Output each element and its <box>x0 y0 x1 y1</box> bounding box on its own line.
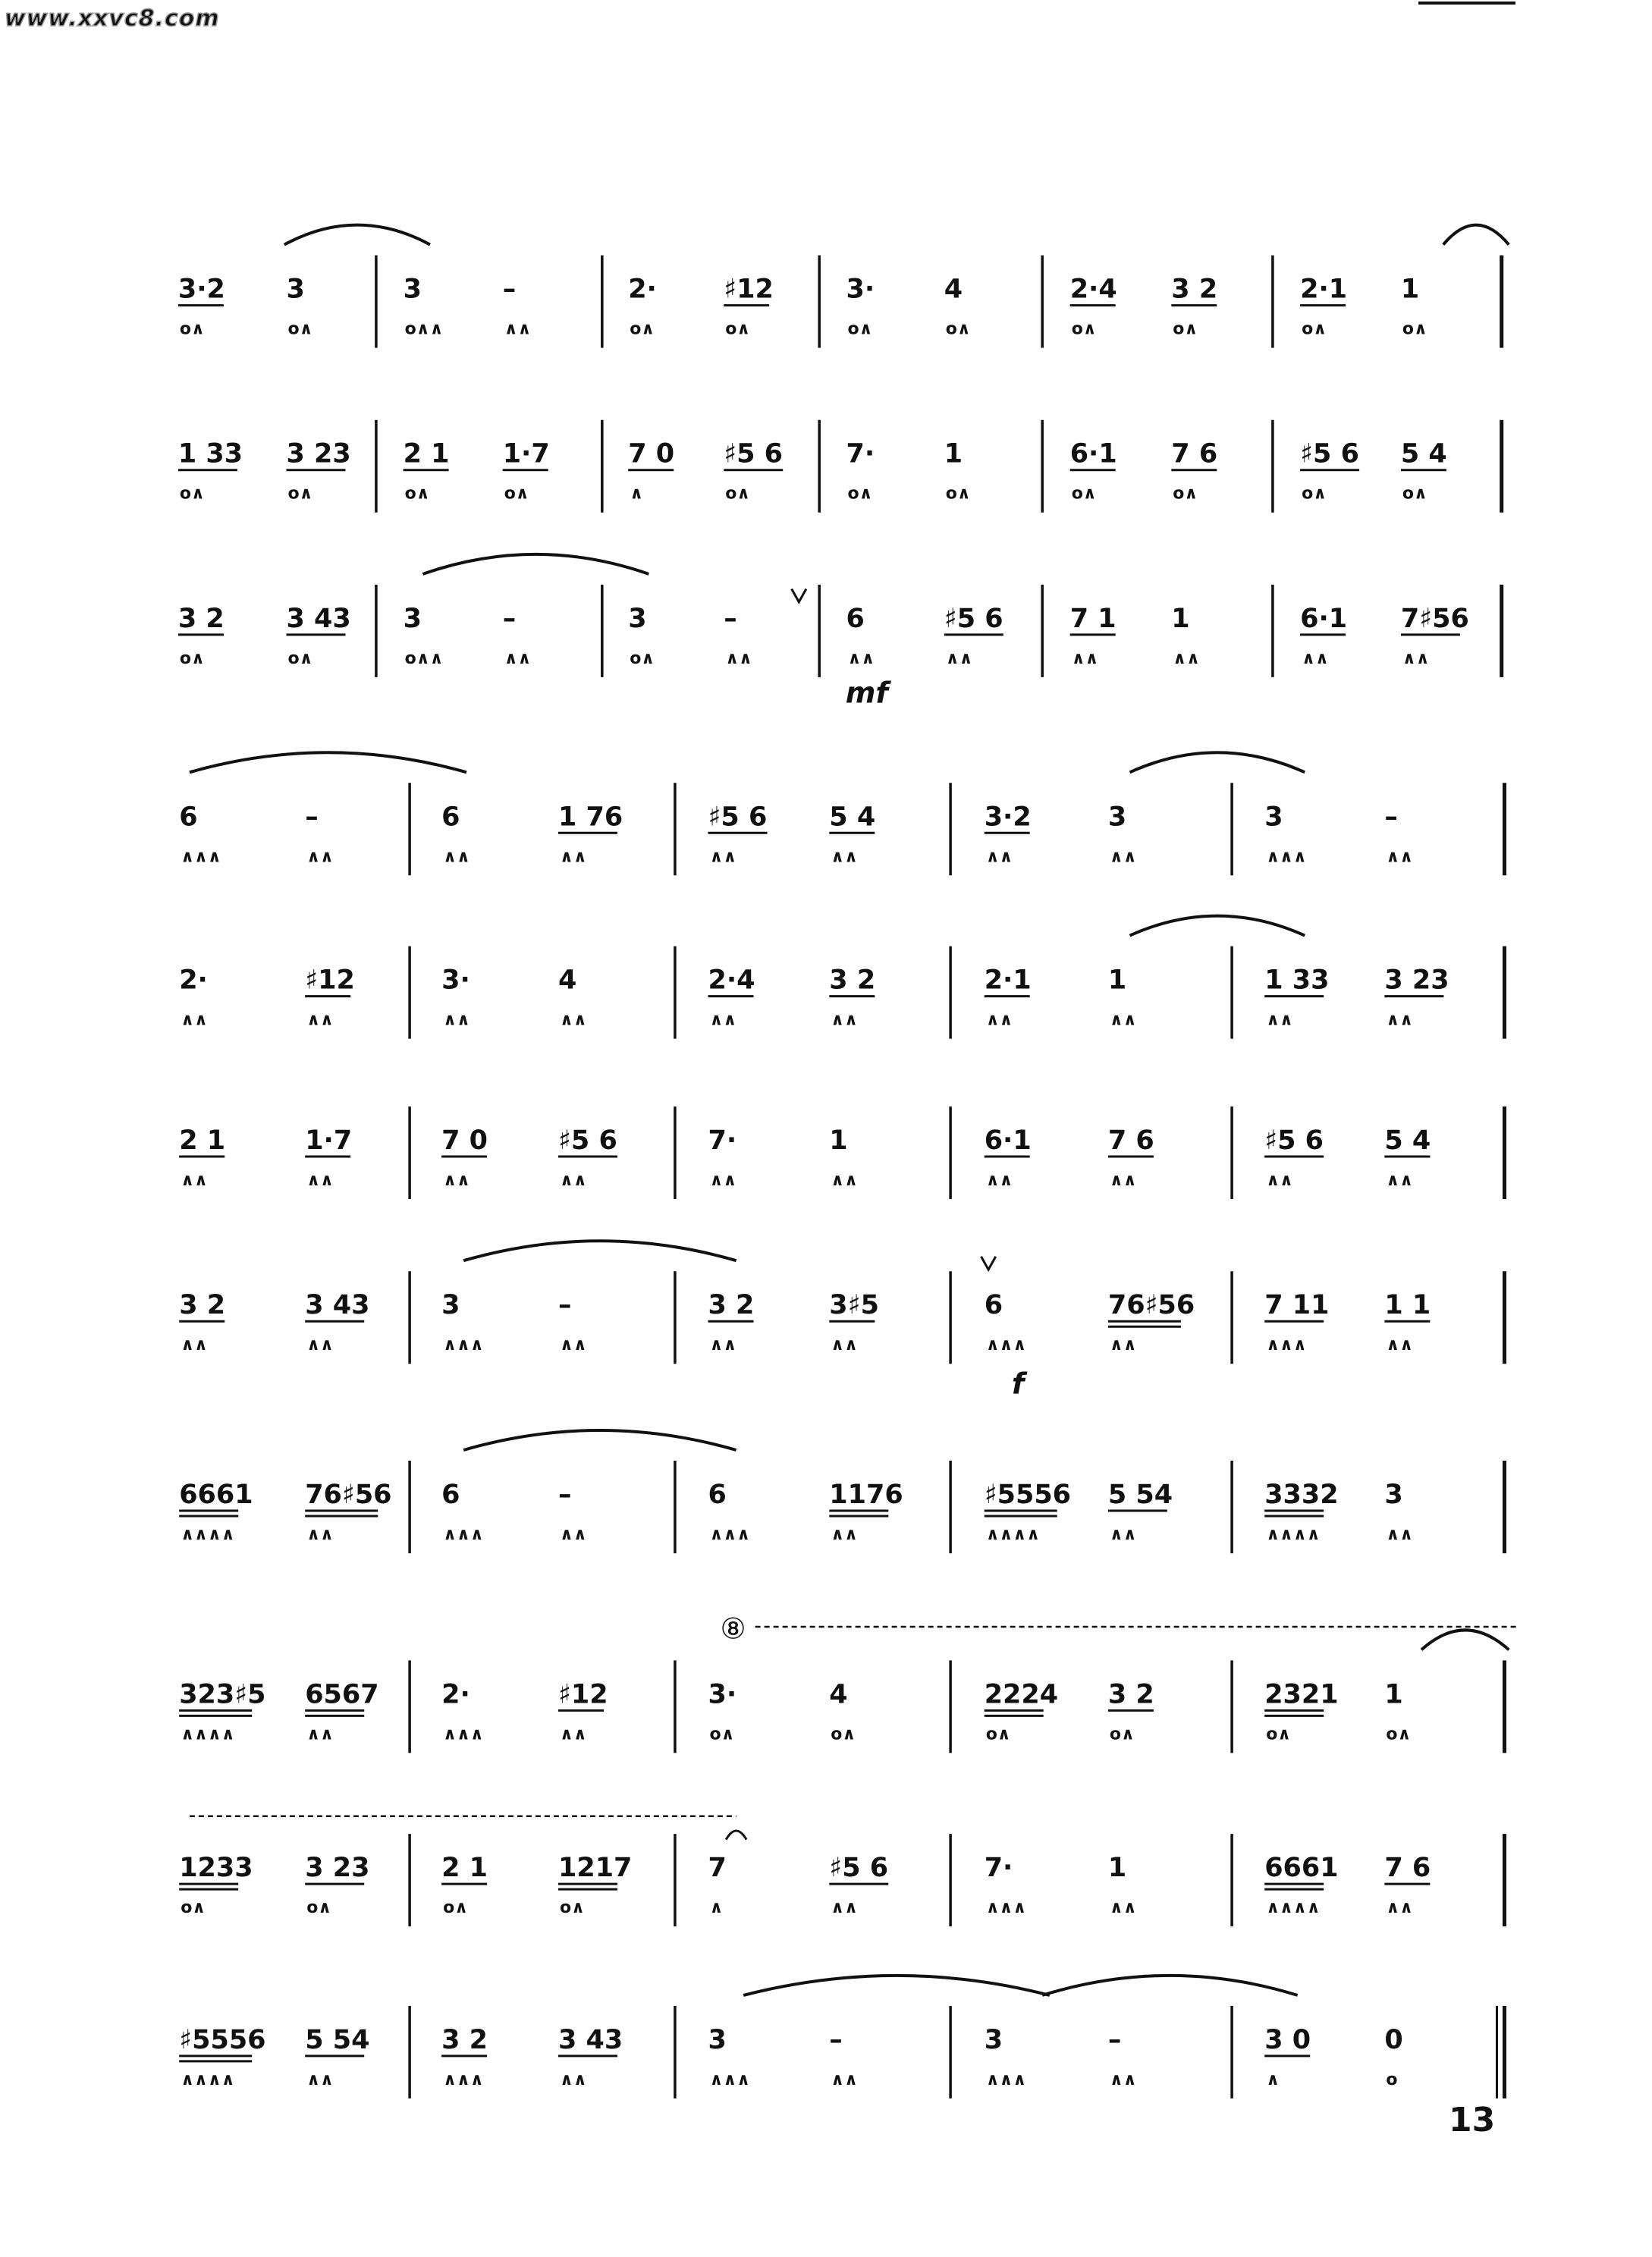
note-group: 2· <box>179 965 208 996</box>
bowing-mark: ∧∧ <box>1109 1336 1137 1355</box>
note-group: 3 43 <box>286 603 351 634</box>
bowing-mark: ∧∧ <box>306 1171 334 1190</box>
bowing-mark: o∧ <box>1173 484 1198 504</box>
note-group: 3 <box>628 603 647 634</box>
note-group: 2 1 <box>179 1125 226 1156</box>
bowing-mark: o∧ <box>1386 1725 1412 1744</box>
bowing-mark: ∧∧ <box>1109 1898 1137 1918</box>
bowing-mark: ∧ <box>709 1898 724 1918</box>
note-group: 76♯56 <box>305 1480 392 1510</box>
bowing-mark: ∧∧∧∧ <box>181 1725 235 1744</box>
bowing-mark: o∧ <box>985 1725 1011 1744</box>
bowing-mark: o∧ <box>725 319 751 339</box>
note-group: 3 2 <box>179 1290 226 1321</box>
note-group: 6567 <box>305 1679 379 1710</box>
note-group: – <box>1384 802 1398 833</box>
bowing-mark: ∧∧∧ <box>1266 847 1307 867</box>
note-group: – <box>829 2024 843 2055</box>
note-group: ♯5 6 <box>829 1853 889 1884</box>
note-group: 3 23 <box>286 438 351 469</box>
note-group: 6 <box>846 603 865 634</box>
note-group: 5 4 <box>1384 1125 1431 1156</box>
bowing-mark: ∧∧∧ <box>443 1336 484 1355</box>
note-group: 6 <box>984 1290 1003 1321</box>
note-group: – <box>502 603 517 634</box>
bowing-mark: o∧ <box>179 648 205 668</box>
note-group: ♯12 <box>724 274 774 305</box>
note-group: 3 <box>1107 802 1127 833</box>
note-group: 1 <box>1107 965 1127 996</box>
bowing-mark: ∧∧ <box>831 1171 859 1190</box>
note-group: 3 43 <box>305 1290 370 1321</box>
bowing-mark: ∧∧∧∧ <box>1266 1898 1321 1918</box>
note-group: ♯5 6 <box>944 603 1003 634</box>
bowing-mark: ∧∧ <box>306 1336 334 1355</box>
note-group: – <box>558 1290 572 1321</box>
note-group: ♯5 6 <box>1300 438 1359 469</box>
note-group: 1 <box>1384 1679 1403 1710</box>
note-group: 3 2 <box>829 965 876 996</box>
note-group: 3·2 <box>984 802 1032 833</box>
bowing-mark: ∧∧ <box>1109 1171 1137 1190</box>
bowing-mark: ∧∧ <box>831 2070 859 2089</box>
bowing-mark: o∧ <box>709 1725 735 1744</box>
bowing-mark: ∧∧∧ <box>709 1525 751 1544</box>
note-group: 1 1 <box>1384 1290 1431 1321</box>
note-group: 3· <box>708 1679 737 1710</box>
note-group: 6·1 <box>984 1125 1032 1156</box>
note-group: 3 <box>286 274 305 305</box>
note-group: 6·1 <box>1300 603 1348 634</box>
note-group: – <box>1107 2024 1122 2055</box>
note-group: 7 <box>708 1853 727 1884</box>
note-group: ♯5 6 <box>724 438 784 469</box>
bowing-mark: o∧ <box>179 319 205 339</box>
bowing-mark: o∧ <box>630 319 655 339</box>
bowing-mark: o∧ <box>847 319 873 339</box>
bowing-mark: ∧∧∧∧ <box>181 1525 235 1544</box>
bowing-mark: o∧ <box>287 484 313 504</box>
bowing-mark: ∧∧ <box>709 1336 737 1355</box>
note-group: 6 <box>441 1480 460 1510</box>
note-group: 5 4 <box>1400 438 1447 469</box>
bowing-mark: ∧∧ <box>1386 1171 1414 1190</box>
note-group: ♯5 6 <box>708 802 768 833</box>
note-group: 3 23 <box>305 1853 370 1884</box>
bowing-mark: ∧∧ <box>985 1171 1013 1190</box>
note-group: 7· <box>708 1125 737 1156</box>
bowing-mark: ∧∧ <box>1266 1010 1293 1030</box>
note-group: 1 <box>1107 1853 1127 1884</box>
note-group: 1 76 <box>558 802 623 833</box>
note-group: 3 <box>441 1290 460 1321</box>
bowing-mark: ∧∧ <box>306 1725 334 1744</box>
note-group: 2·1 <box>1300 274 1348 305</box>
bowing-mark: o∧ <box>1302 319 1327 339</box>
bowing-mark: ∧∧ <box>1266 1171 1293 1190</box>
note-group: – <box>502 274 517 305</box>
note-group: 2·4 <box>1069 274 1117 305</box>
note-group: 2· <box>441 1679 470 1710</box>
note-group: 5 54 <box>1107 1480 1173 1510</box>
bowing-mark: o∧ <box>831 1725 856 1744</box>
bowing-mark: o∧ <box>504 484 529 504</box>
bowing-mark: ∧∧∧ <box>985 1898 1027 1918</box>
watermark-text: www.xxvc8.com <box>5 5 220 32</box>
note-group: ♯12 <box>305 965 355 996</box>
bowing-mark: ∧∧ <box>306 1010 334 1030</box>
note-group: 76♯56 <box>1107 1290 1195 1321</box>
bowing-mark: o∧ <box>1173 319 1198 339</box>
bowing-mark: ∧∧ <box>831 1010 859 1030</box>
bowing-mark: ∧∧ <box>560 1010 587 1030</box>
bowing-mark: ∧∧ <box>1386 1525 1414 1544</box>
note-group: ♯5 6 <box>558 1125 617 1156</box>
bowing-mark: ∧∧∧ <box>985 2070 1027 2089</box>
bowing-mark: ∧∧ <box>560 1725 587 1744</box>
page-number: 13 <box>1449 2101 1496 2139</box>
bowing-mark: ∧∧∧ <box>709 2070 751 2089</box>
bowing-mark: ∧∧∧∧ <box>1266 1525 1321 1544</box>
note-group: 3 <box>708 2024 727 2055</box>
note-group: 3 <box>403 603 422 634</box>
bowing-mark: ∧∧ <box>847 648 875 668</box>
note-group: 3· <box>441 965 470 996</box>
bowing-mark: ∧∧ <box>306 2070 334 2089</box>
note-group: 3 2 <box>1107 1679 1154 1710</box>
note-group: 7 6 <box>1171 438 1218 469</box>
note-group: – <box>305 802 319 833</box>
bowing-mark: o∧ <box>1402 319 1427 339</box>
bowing-mark: ∧ <box>1266 2070 1280 2089</box>
bowing-mark: ∧∧ <box>560 2070 587 2089</box>
bowing-mark: o∧ <box>1071 484 1097 504</box>
note-group: ♯5556 <box>984 1480 1072 1510</box>
bowing-mark: ∧∧∧∧ <box>181 2070 235 2089</box>
note-group: 2 1 <box>403 438 450 469</box>
note-group: 1 <box>1171 603 1190 634</box>
bowing-mark: o∧ <box>945 484 971 504</box>
dynamic-marking: mf <box>845 676 888 710</box>
note-group: 6 <box>708 1480 727 1510</box>
bowing-mark: ∧∧ <box>560 1171 587 1190</box>
bowing-mark: ∧∧ <box>443 847 470 867</box>
bowing-mark: o∧ <box>1109 1725 1135 1744</box>
bowing-mark: ∧∧ <box>560 1525 587 1544</box>
note-group: 3 2 <box>441 2024 488 2055</box>
bowing-mark: ∧∧ <box>831 847 859 867</box>
note-group: 1233 <box>179 1853 253 1884</box>
note-group: 7· <box>984 1853 1013 1884</box>
note-group: 3 23 <box>1384 965 1449 996</box>
bowing-mark: ∧∧ <box>1071 648 1099 668</box>
bowing-mark: ∧∧ <box>181 1171 208 1190</box>
bowing-mark: o∧ <box>630 648 655 668</box>
bowing-mark: ∧∧∧∧ <box>985 1525 1041 1544</box>
bowing-mark: o∧ <box>1402 484 1427 504</box>
note-group: 3·2 <box>177 274 225 305</box>
note-group: 1·7 <box>305 1125 353 1156</box>
note-group: 6661 <box>179 1480 253 1510</box>
note-group: 7 1 <box>1069 603 1117 634</box>
note-group: 3· <box>846 274 875 305</box>
bowing-mark: o∧ <box>1071 319 1097 339</box>
bowing-mark: ∧∧ <box>709 1010 737 1030</box>
note-group: 6·1 <box>1069 438 1117 469</box>
bowing-mark: ∧∧ <box>1386 1010 1414 1030</box>
bowing-mark: o∧ <box>945 319 971 339</box>
bowing-mark: ∧∧ <box>443 1171 470 1190</box>
bowing-mark: ∧∧ <box>985 1010 1013 1030</box>
note-group: 3 2 <box>177 603 225 634</box>
note-group: 1 <box>944 438 963 469</box>
rehearsal-mark: ⑧ <box>720 1612 746 1646</box>
bowing-mark: ∧∧ <box>181 1010 208 1030</box>
note-group: 7♯56 <box>1400 603 1469 634</box>
bowing-mark: ∧∧ <box>560 1336 587 1355</box>
note-group: ♯5 6 <box>1264 1125 1324 1156</box>
note-group: 3 <box>984 2024 1003 2055</box>
note-group: 1 33 <box>177 438 243 469</box>
bowing-mark: o <box>1386 2070 1398 2089</box>
bowing-mark: o∧ <box>306 1898 332 1918</box>
bowing-mark: ∧∧ <box>1302 648 1329 668</box>
bowing-mark: ∧∧ <box>1386 1336 1414 1355</box>
bowing-mark: ∧∧ <box>945 648 973 668</box>
bowing-mark: ∧∧ <box>831 1336 859 1355</box>
bowing-mark: ∧∧ <box>1386 1898 1414 1918</box>
bowing-mark: ∧∧∧ <box>181 847 221 867</box>
bowing-mark: ∧∧ <box>1109 1010 1137 1030</box>
note-group: 2· <box>628 274 657 305</box>
note-group: 7 6 <box>1107 1125 1154 1156</box>
note-group: 3 2 <box>708 1290 755 1321</box>
note-group: 7 0 <box>441 1125 488 1156</box>
note-group: 3 <box>1384 1480 1403 1510</box>
bowing-mark: ∧∧ <box>985 847 1013 867</box>
note-group: 7 0 <box>628 438 675 469</box>
note-group: 6661 <box>1264 1853 1339 1884</box>
note-group: 3 0 <box>1264 2024 1311 2055</box>
bowing-mark: ∧∧∧ <box>1266 1336 1307 1355</box>
bowing-mark: ∧∧ <box>1173 648 1201 668</box>
bowing-mark: o∧ <box>1266 1725 1292 1744</box>
bowing-mark: ∧∧ <box>831 1525 859 1544</box>
note-group: 2 1 <box>441 1853 488 1884</box>
bowing-mark: ∧∧ <box>504 648 532 668</box>
note-group: 7· <box>846 438 875 469</box>
note-group: – <box>558 1480 572 1510</box>
bowing-mark: ∧∧ <box>181 1336 208 1355</box>
note-group: 323♯5 <box>179 1679 266 1710</box>
note-group: ♯12 <box>558 1679 608 1710</box>
bowing-mark: o∧∧ <box>404 319 444 339</box>
note-group: 5 54 <box>305 2024 370 2055</box>
note-group: 1217 <box>558 1853 633 1884</box>
note-group: 2321 <box>1264 1679 1339 1710</box>
note-group: 5 4 <box>829 802 876 833</box>
note-group: 1 <box>1400 274 1420 305</box>
bowing-mark: ∧∧ <box>1386 847 1414 867</box>
dynamic-marking: f <box>1011 1367 1025 1401</box>
bowing-mark: ∧∧ <box>443 1010 470 1030</box>
bowing-mark: ∧∧ <box>504 319 532 339</box>
bowing-mark: o∧ <box>1302 484 1327 504</box>
bowing-mark: ∧∧ <box>1109 847 1137 867</box>
note-group: 4 <box>944 274 963 305</box>
note-group: 7 11 <box>1264 1290 1330 1321</box>
bowing-mark: ∧∧∧ <box>443 2070 484 2089</box>
bowing-mark: ∧∧∧ <box>985 1336 1027 1355</box>
bowing-mark: ∧∧ <box>560 847 587 867</box>
bowing-mark: o∧ <box>287 648 313 668</box>
bowing-mark: o∧∧ <box>404 648 444 668</box>
note-group: 3 2 <box>1171 274 1218 305</box>
note-group: 0 <box>1384 2024 1403 2055</box>
bowing-mark: ∧∧ <box>831 1898 859 1918</box>
note-group: 6 <box>179 802 198 833</box>
bowing-mark: o∧ <box>181 1898 206 1918</box>
note-group: ♯5556 <box>179 2024 266 2055</box>
bowing-mark: ∧∧ <box>306 1525 334 1544</box>
bowing-mark: o∧ <box>404 484 430 504</box>
note-group: 3332 <box>1264 1480 1339 1510</box>
note-group: 1·7 <box>502 438 550 469</box>
note-group: 1 <box>829 1125 848 1156</box>
bowing-mark: ∧∧ <box>709 847 737 867</box>
note-group: 7 6 <box>1384 1853 1431 1884</box>
bowing-mark: o∧ <box>443 1898 469 1918</box>
note-group: 1 33 <box>1264 965 1330 996</box>
note-group: 6 <box>441 802 460 833</box>
bowing-mark: o∧ <box>287 319 313 339</box>
note-group: 2224 <box>984 1679 1059 1710</box>
note-group: 2·4 <box>708 965 755 996</box>
note-group: 2·1 <box>984 965 1032 996</box>
bowing-mark: ∧∧ <box>709 1171 737 1190</box>
note-group: 4 <box>829 1679 848 1710</box>
note-group: 3♯5 <box>829 1290 879 1321</box>
bowing-mark: ∧ <box>630 484 644 504</box>
bowing-mark: ∧∧ <box>1109 1525 1137 1544</box>
note-group: 3 <box>403 274 422 305</box>
bowing-mark: ∧∧∧ <box>443 1725 484 1744</box>
bowing-mark: ∧∧ <box>1109 2070 1137 2089</box>
bowing-mark: ∧∧ <box>1402 648 1430 668</box>
bowing-mark: ∧∧ <box>725 648 752 668</box>
bowing-mark: o∧ <box>560 1898 585 1918</box>
note-group: – <box>724 603 737 634</box>
note-group: 4 <box>558 965 577 996</box>
bowing-mark: o∧ <box>847 484 873 504</box>
bowing-mark: o∧ <box>179 484 205 504</box>
note-group: 1176 <box>829 1480 903 1510</box>
note-group: 3 <box>1264 802 1283 833</box>
bowing-mark: ∧∧∧ <box>443 1525 484 1544</box>
bowing-mark: o∧ <box>725 484 751 504</box>
bowing-mark: ∧∧ <box>306 847 334 867</box>
note-group: 3 43 <box>558 2024 623 2055</box>
